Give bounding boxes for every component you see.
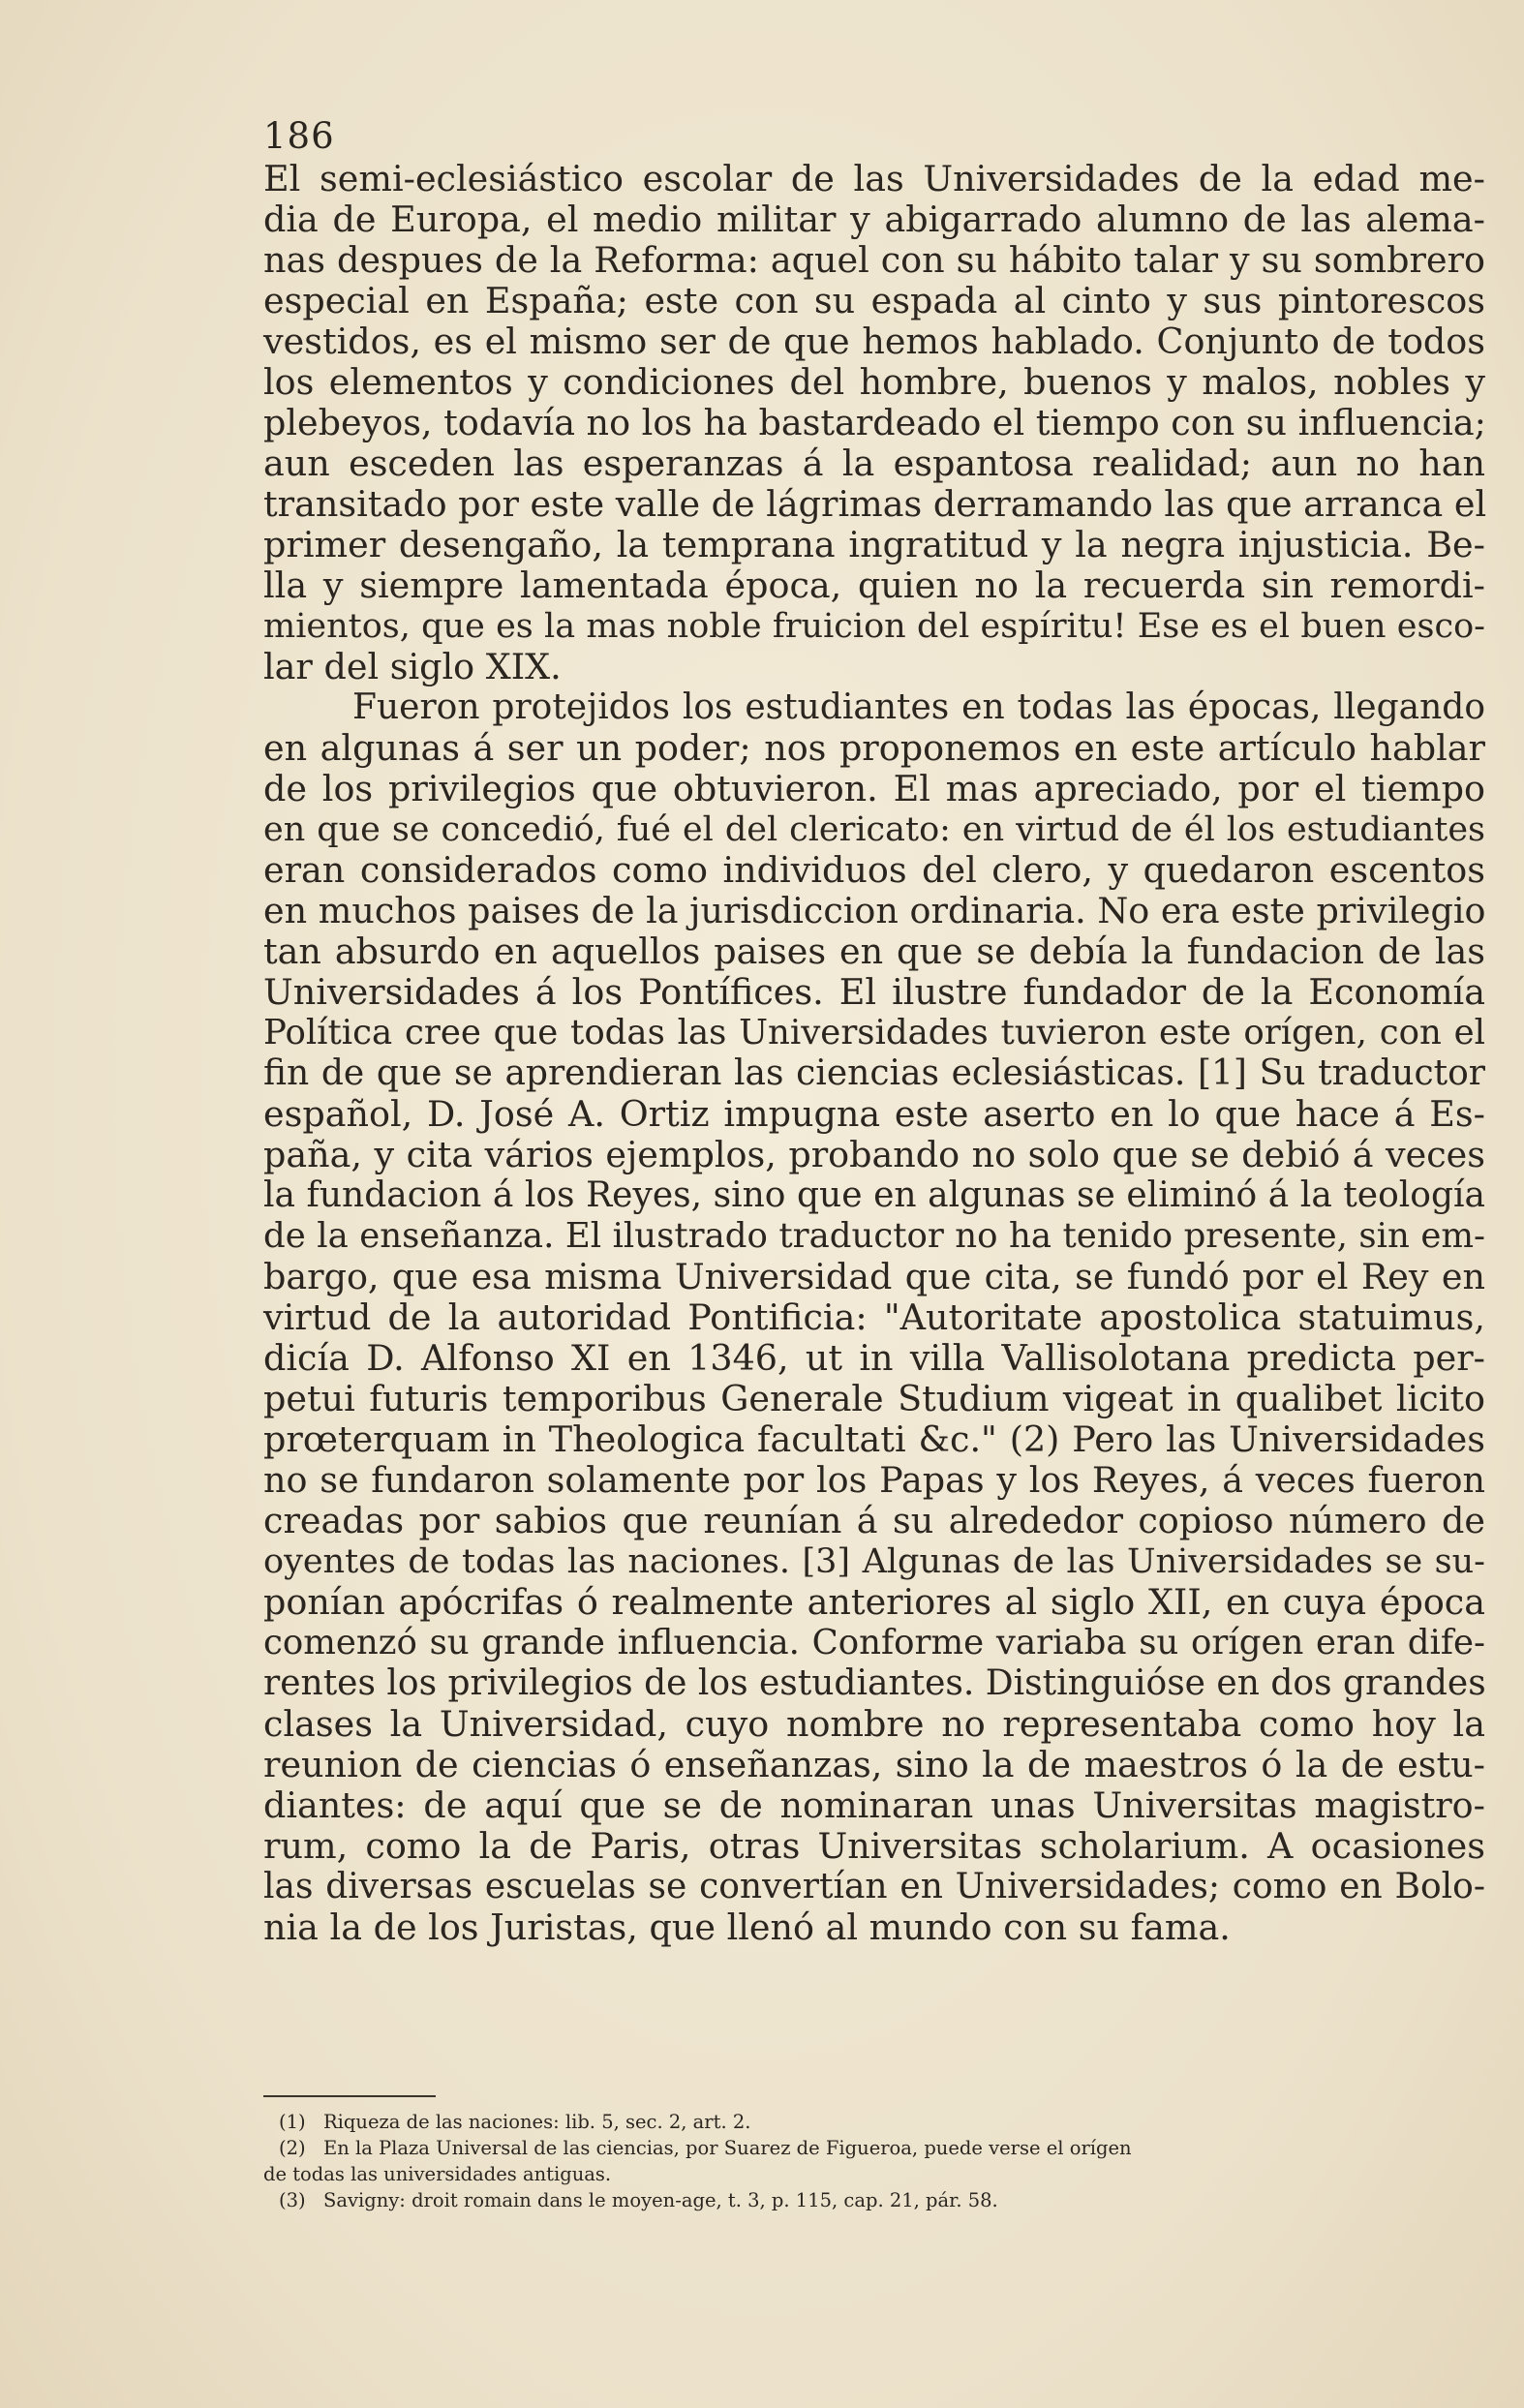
text-line: de los privilegios que obtuvieron. El mas apreciado, por el tiempo [263, 768, 1485, 809]
text-line: plebeyos, todavía no los ha bastardeado el tiempo con su influencia; [263, 402, 1486, 443]
text-line: de la enseñanza. El ilustrado traductor no ha tenido presente, sin em- [263, 1216, 1485, 1256]
text-line: clases la Universidad, cuyo nombre no representaba como hoy la [263, 1703, 1485, 1745]
text-line: eran considerados como individuos del clero, y quedaron escentos [263, 849, 1485, 891]
text-line: oyentes de todas las naciones. [3] Algunas de las Universidades se su- [263, 1542, 1485, 1581]
text-line: bargo, que esa misma Universidad que cita, se fundó por el Rey en [263, 1256, 1485, 1297]
text-line: nia la de los Juristas, que llenó al mundo con su fama. [263, 1906, 1231, 1948]
text-line: creadas por sabios que reunían á su alrededor copioso número de [263, 1500, 1485, 1541]
text-line: nas despues de la Reforma: aquel con su hábito talar y su sombrero [263, 239, 1485, 281]
text-line: reunion de ciencias ó enseñanzas, sino la de maestros ó la de estu- [263, 1744, 1485, 1785]
text-line: dicía D. Alfonso XI en 1346, ut in villa Vallisolotana predicta per- [263, 1337, 1485, 1379]
text-line: fin de que se aprendieran las ciencias eclesiásticas. [1] Su traductor [263, 1053, 1485, 1093]
footnote-text: Riqueza de las naciones: lib. 5, sec. 2, art. 2. [323, 2111, 751, 2133]
footnote-mark: (3) [279, 2189, 306, 2211]
footnote-mark: (2) [279, 2137, 306, 2159]
text-line: transitado por este valle de lágrimas derramando las que arranca el [263, 483, 1487, 525]
text-line: prœterquam in Theologica facultati &c." (2) Pero las Universidades [263, 1418, 1485, 1460]
text-line: Política cree que todas las Universidades tuvieron este orígen, con el [263, 1013, 1485, 1052]
text-line: la fundacion á los Reyes, sino que en algunas se eliminó á la teología [263, 1175, 1485, 1215]
text-line: Universidades á los Pontífices. El ilustre fundador de la Economía [263, 971, 1485, 1013]
footnote [263, 2109, 1485, 2135]
text-line: virtud de la autoridad Pontificia: "Autoritate apostolica statuimus, [263, 1296, 1485, 1338]
footnote-text: Savigny: droit romain dans le moyen-age, t. 3, p. 115, cap. 21, pár. 58. [323, 2189, 998, 2211]
text-line: ponían apócrifas ó realmente anteriores al siglo XII, en cuya época [263, 1581, 1485, 1623]
footnote [263, 2187, 1485, 2213]
text-line: aun esceden las esperanzas á la espantosa realidad; aun no han [263, 442, 1485, 484]
footnote [263, 2135, 1485, 2161]
text-line: las diversas escuelas se convertían en Universidades; como en Bolo- [263, 1867, 1485, 1906]
text-line: paña, y cita vários ejemplos, probando no solo que se debió á veces [263, 1134, 1485, 1175]
text-line: lla y siempre lamentada época, quien no la recuerda sin remordi- [263, 564, 1485, 606]
footnote-continuation [263, 2161, 1485, 2187]
text-line: lar del siglo XIX. [263, 646, 562, 687]
footnote-text: En la Plaza Universal de las ciencias, por Suarez de Figueroa, puede verse el orígen [323, 2137, 1132, 2159]
footnotes [263, 2109, 1485, 2213]
footnote-separator [263, 2095, 436, 2097]
text-line: español, D. José A. Ortiz impugna este aserto en lo que hace á Es- [263, 1093, 1485, 1135]
text-line: tan absurdo en aquellos paises en que se debía la fundacion de las [263, 930, 1485, 972]
text-line: primer desengaño, la temprana ingratitud y la negra injusticia. Be- [263, 524, 1485, 565]
text-line: especial en España; este con su espada al cinto y sus pintorescos [263, 280, 1485, 321]
text-line: petui futuris temporibus Generale Studium vigeat in qualibet licito [263, 1378, 1485, 1419]
text-line: rentes los privilegios de los estudiantes. Distinguióse en dos grandes [263, 1663, 1486, 1703]
body-text [263, 159, 1485, 1948]
text-line: vestidos, es el mismo ser de que hemos hablado. Conjunto de todos [263, 320, 1485, 362]
text-line: mientos, que es la mas noble fruicion del espíritu! Ese es el buen esco- [263, 607, 1485, 646]
text-line: diantes: de aquí que se de nominaran unas Universitas magistro- [263, 1784, 1485, 1826]
text-line: en algunas á ser un poder; nos proponemos en este artículo hablar [263, 727, 1485, 769]
text-line: los elementos y condiciones del hombre, buenos y malos, nobles y [263, 361, 1485, 403]
text-line: comenzó su grande influencia. Conforme variaba su orígen eran dife- [263, 1623, 1485, 1662]
page-number: 186 [263, 115, 335, 157]
text-line: dia de Europa, el medio militar y abigarrado alumno de las alema- [263, 198, 1485, 240]
text-block [263, 114, 1485, 1948]
text-line: en muchos paises de la jurisdiccion ordinaria. No era este privilegio [263, 890, 1486, 931]
text-line: Fueron protejidos los estudiantes en todas las épocas, llegando [352, 687, 1485, 727]
text-line: en que se concedió, fué el del clericato: en virtud de él los estudiantes [263, 810, 1485, 849]
footnote-mark: (1) [279, 2111, 306, 2133]
footnote-text: de todas las universidades antiguas. [263, 2163, 612, 2185]
text-line: no se fundaron solamente por los Papas y los Reyes, á veces fueron [263, 1459, 1485, 1501]
text-line: El semi-eclesiástico escolar de las Universidades de la edad me- [263, 158, 1485, 199]
text-line: rum, como la de Paris, otras Universitas scholarium. A ocasiones [263, 1825, 1485, 1867]
